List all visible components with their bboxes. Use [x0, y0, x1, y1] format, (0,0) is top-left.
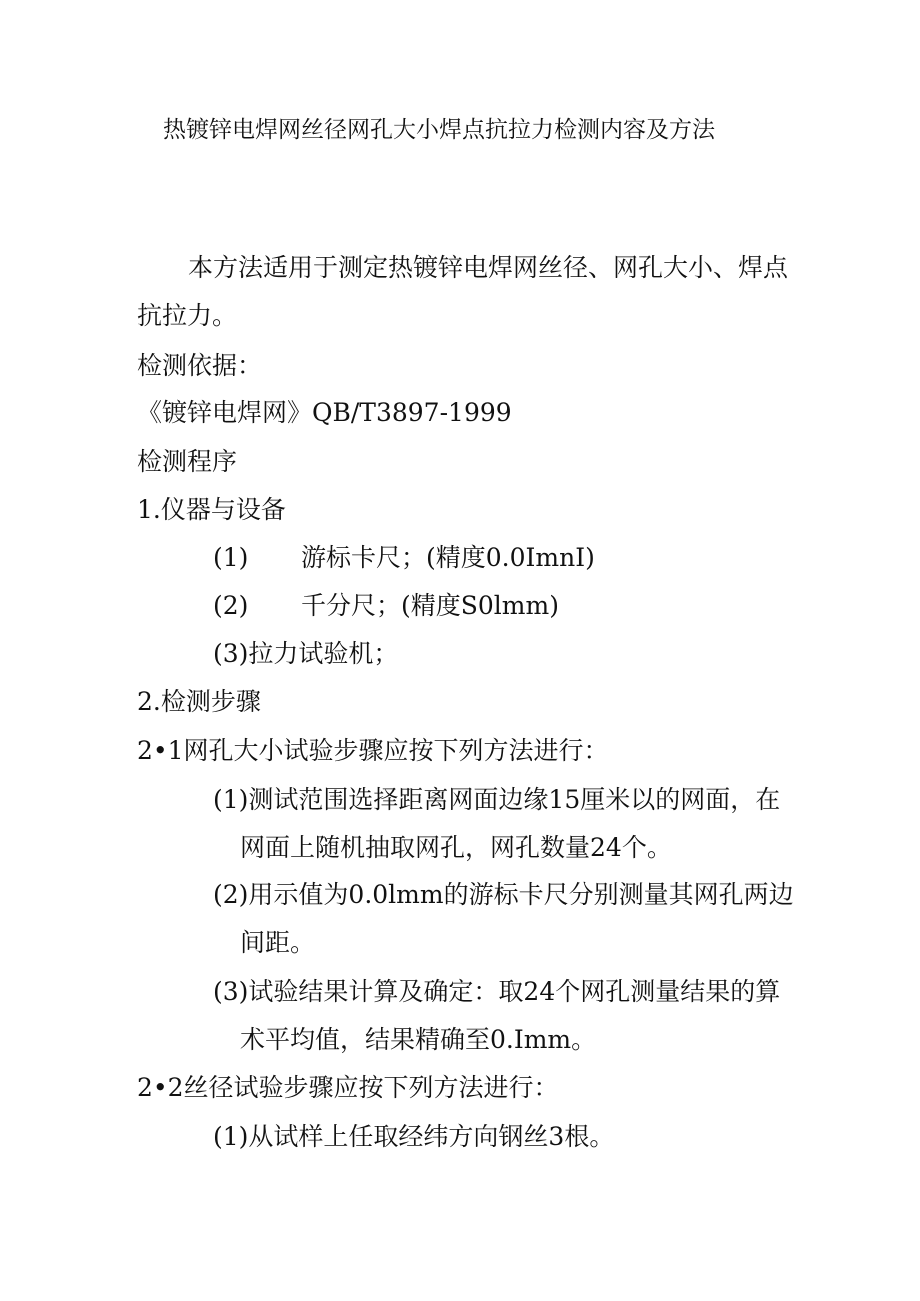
step-2-1-item-2-line-2: 间距。 [240, 928, 316, 957]
intro-paragraph-line-1: 本方法适用于测定热镀锌电焊网丝径、网孔大小、焊点 [188, 253, 789, 282]
equipment-item-3: (3)拉力试验机； [213, 639, 399, 668]
section-2-heading: 2.检测步骤 [137, 687, 261, 716]
step-2-1-item-1-line-2: 网面上随机抽取网孔，网孔数量24个。 [240, 833, 672, 862]
equipment-item-number: (2) [213, 591, 249, 620]
document-title: 热镀锌电焊网丝径网孔大小焊点抗拉力检测内容及方法 [163, 117, 715, 143]
procedure-heading: 检测程序 [137, 447, 238, 476]
equipment-item-text: 游标卡尺；(精度0.0ImnI) [301, 543, 595, 572]
section-1-heading: 1.仪器与设备 [137, 495, 286, 524]
intro-paragraph-line-2: 抗拉力。 [137, 301, 238, 330]
basis-heading: 检测依据： [137, 351, 263, 380]
equipment-item-2 [213, 590, 559, 622]
section-2-1-heading: 2•1网孔大小试验步骤应按下列方法进行： [137, 736, 609, 765]
step-2-1-item-3-line-1: (3)试验结果计算及确定：取24个网孔测量结果的算 [213, 977, 781, 1006]
equipment-item-1 [213, 542, 595, 574]
equipment-item-number: (1) [213, 543, 249, 572]
step-2-1-item-3-line-2: 术平均值，结果精确至0.Imm。 [240, 1025, 597, 1054]
step-2-2-item-1: (1)从试样上任取经纬方向钢丝3根。 [213, 1122, 615, 1151]
step-2-1-item-1-line-1: (1)测试范围选择距离网面边缘15厘米以的网面，在 [213, 785, 781, 814]
basis-standard: 《镀锌电焊网》QB/T3897-1999 [137, 398, 512, 427]
section-2-2-heading: 2•2丝径试验步骤应按下列方法进行： [137, 1073, 559, 1102]
equipment-item-text: 千分尺；(精度S0lmm) [301, 591, 559, 620]
step-2-1-item-2-line-1: (2)用示值为0.0lmm的游标卡尺分别测量其网孔两边 [213, 880, 794, 909]
